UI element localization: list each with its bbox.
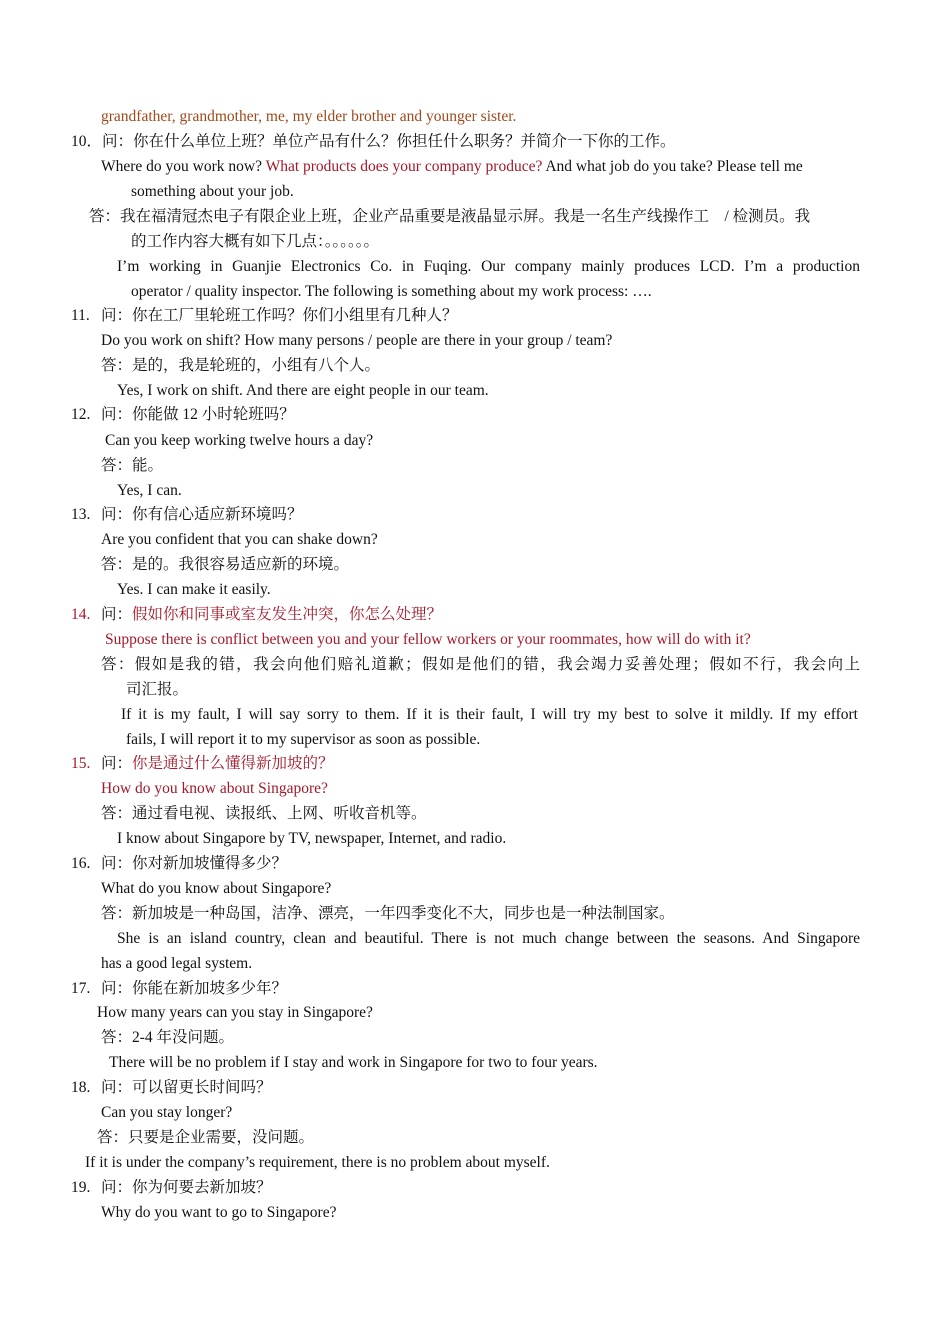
question-number: 11. [71, 307, 90, 324]
answer-18-en: If it is under the company’s requirement, there is no problem about myself. [85, 1154, 550, 1171]
answer-13-zh: 答：是的。我很容易适应新的环境。 [101, 556, 350, 573]
answer-13-en: Yes. I can make it easily. [117, 581, 271, 598]
question-18 [71, 1078, 272, 1098]
question-17-en: How many years can you stay in Singapore? [97, 1004, 373, 1021]
answer-16-en-cont: has a good legal system. [101, 955, 253, 972]
question-number: 17. [71, 980, 91, 997]
question-14 [71, 605, 442, 625]
family-line: grandfather, grandmother, me, my elder brother and younger sister. [101, 108, 517, 125]
answer-11-zh: 答：是的，我是轮班的，小组有八个人。 [101, 357, 381, 374]
question-number: 18. [71, 1079, 91, 1096]
question-15-en: How do you know about Singapore? [101, 780, 328, 797]
answer-16-zh: 答：新加坡是一种岛国，洁净、漂亮，一年四季变化不大，同步也是一种法制国家。 [101, 905, 675, 922]
question-text-zh: 问：你能在新加坡多少年？ [101, 980, 288, 997]
question-19-en: Why do you want to go to Singapore? [101, 1204, 337, 1221]
question-17 [71, 979, 287, 999]
question-prefix: 问： [101, 755, 133, 772]
question-text-en-highlight: What products does your company produce? [265, 158, 543, 175]
answer-12-en: Yes, I can. [117, 482, 182, 499]
question-text-zh: 问：你为何要去新加坡？ [101, 1179, 272, 1196]
question-text-zh: 问：你在什么单位上班？单位产品有什么？你担任什么职务？并简介一下你的工作。 [102, 133, 676, 150]
question-18-en: Can you stay longer? [101, 1104, 233, 1121]
question-prefix: 问： [101, 606, 133, 623]
question-number: 16. [71, 855, 91, 872]
answer-17-en: There will be no problem if I stay and work in Singapore for two to four years. [109, 1054, 598, 1071]
answer-17-zh: 答：2-4 年没问题。 [101, 1029, 235, 1046]
question-number: 10． [71, 133, 103, 150]
answer-10-en-cont: operator / quality inspector. The following is something about my work process: …. [131, 283, 652, 300]
question-text-zh: 你是通过什么懂得新加坡的？ [132, 755, 334, 772]
answer-14-en-cont: fails, I will report it to my supervisor as soon as possible. [126, 731, 481, 748]
question-number: 19. [71, 1179, 91, 1196]
answer-15-zh: 答：通过看电视、读报纸、上网、听收音机等。 [101, 805, 427, 822]
question-19 [71, 1178, 272, 1198]
question-11 [71, 306, 458, 326]
answer-18-zh: 答：只要是企业需要，没问题。 [97, 1129, 315, 1146]
question-10-en-cont: something about your job. [131, 183, 294, 200]
answer-10-zh-cont: 的工作内容大概有如下几点：。。。。。。 [131, 233, 380, 250]
question-text-zh: 问：可以留更长时间吗？ [101, 1079, 272, 1096]
question-12 [71, 405, 295, 425]
answer-14-en: If it is my fault, I will say sorry to them. If it is their fault, I will try my best to solve it mildly. If my effort [121, 706, 858, 723]
question-number: 15. [71, 755, 91, 772]
answer-15-en: I know about Singapore by TV, newspaper, Internet, and radio. [117, 830, 507, 847]
question-12-en: Can you keep working twelve hours a day? [105, 432, 374, 449]
question-13 [71, 505, 303, 525]
question-number: 14. [71, 606, 91, 623]
question-16-en: What do you know about Singapore? [101, 880, 332, 897]
question-10-en [101, 157, 803, 177]
question-11-en: Do you work on shift? How many persons / people are there in your group / team? [101, 332, 613, 349]
answer-14-zh-cont: 司汇报。 [126, 681, 189, 698]
question-number: 13. [71, 506, 91, 523]
question-text-zh: 问：你能做 12 小时轮班吗？ [101, 406, 295, 423]
question-14-en: Suppose there is conflict between you and your fellow workers or your roommates, how will do with it? [105, 631, 751, 648]
answer-10-en: I’m working in Guanjie Electronics Co. in Fuqing. Our company mainly produces LCD. I’m a production [117, 258, 860, 275]
question-10 [71, 132, 676, 152]
question-text-zh: 假如你和同事或室友发生冲突，你怎么处理？ [132, 606, 443, 623]
question-13-en: Are you confident that you can shake down? [101, 531, 378, 548]
answer-14-zh: 答：假如是我的错，我会向他们赔礼道歉；假如是他们的错，我会竭力妥善处理；假如不行，我会向上 [101, 656, 860, 673]
question-text-en: Where do you work now? [101, 158, 266, 175]
question-text-zh: 问：你对新加坡懂得多少？ [101, 855, 288, 872]
question-15 [71, 754, 334, 774]
question-text-zh: 问：你在工厂里轮班工作吗？你们小组里有几种人？ [101, 307, 458, 324]
answer-16-en: She is an island country, clean and beautiful. There is not much change between the seasons. And Singapore [117, 930, 860, 947]
question-16 [71, 854, 287, 874]
answer-11-en: Yes, I work on shift. And there are eight people in our team. [117, 382, 489, 399]
question-text-en: And what job do you take? Please tell me [542, 158, 803, 175]
question-text-zh: 问：你有信心适应新环境吗？ [101, 506, 303, 523]
answer-10-zh: 答：我在福清冠杰电子有限企业上班，企业产品重要是液晶显示屏。我是一名生产线操作工 / 检测员。我 [89, 208, 811, 225]
answer-12-zh: 答：能。 [101, 457, 164, 474]
question-number: 12. [71, 406, 91, 423]
